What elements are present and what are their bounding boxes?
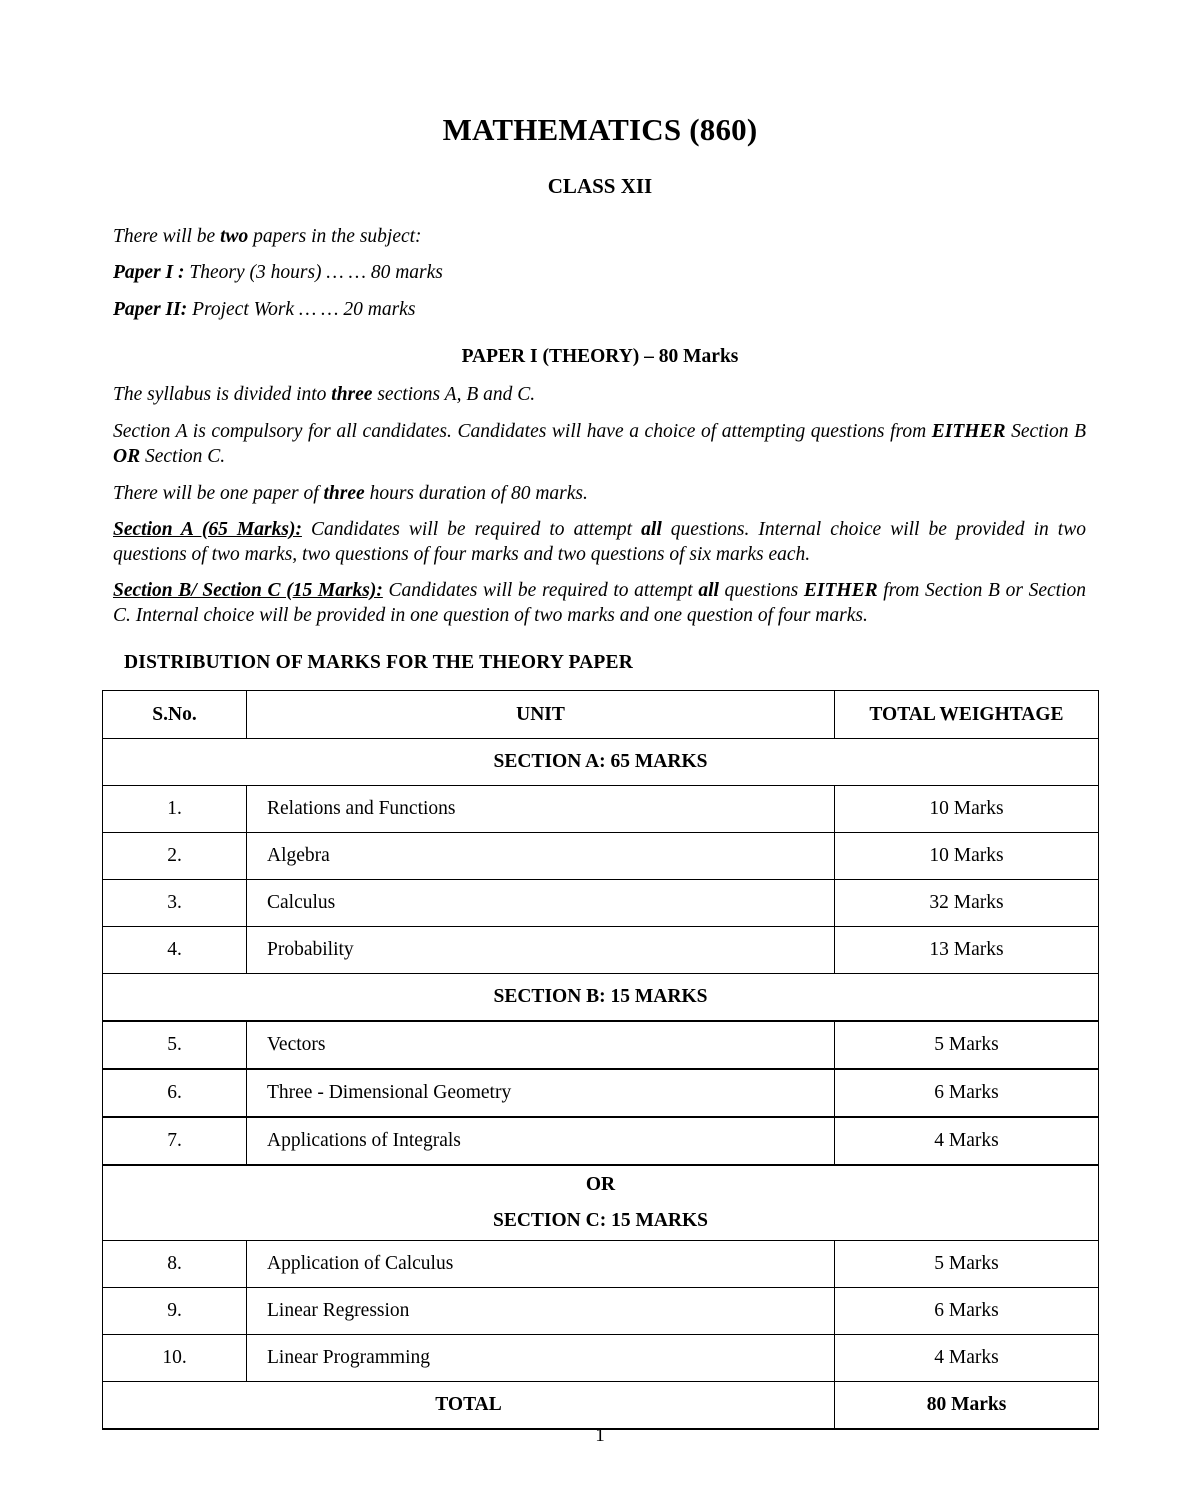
syllabus-emphasis: EITHER [931, 421, 1006, 442]
row-unit: Algebra [247, 833, 835, 880]
paper2-line [113, 297, 1086, 322]
syllabus-text-end: sections A, B and C. [372, 384, 536, 405]
row-sno: 4. [103, 927, 247, 974]
paper2-label: Paper II: [113, 299, 188, 320]
intro-text-end: papers in the subject: [248, 226, 422, 247]
marks-distribution-table [102, 690, 1099, 1430]
section-a-text-end: questions. Internal choice will be provided in two questions of two marks, two questions of four marks and two questions of six marks each. [113, 519, 1086, 565]
section-a-text: Candidates will be required to attempt [301, 519, 642, 540]
syllabus-text: Section A is compulsory for all candidates. Candidates will have a choice of attempting questions from [113, 421, 932, 442]
row-unit: Applications of Integrals [247, 1117, 835, 1165]
row-sno: 1. [103, 786, 247, 833]
total-row [103, 1382, 1099, 1430]
table-row [103, 833, 1099, 880]
section-bc-text-end: from Section B or Section C. Internal choice will be provided in one question of two marks and one question of four marks. [113, 580, 1086, 626]
table-header-row [103, 691, 1099, 739]
class-subtitle: CLASS XII [547, 174, 653, 198]
syllabus-emphasis: three [331, 384, 373, 405]
syllabus-line-1 [113, 382, 1086, 407]
syllabus-text-end: hours duration of 80 marks. [364, 483, 588, 504]
syllabus-line-3 [113, 481, 1086, 506]
section-bc-description [113, 578, 1086, 628]
table-row [103, 1335, 1099, 1382]
syllabus-text: There will be one paper of [113, 483, 324, 504]
or-label: OR [585, 1174, 616, 1195]
paper1-line [113, 260, 1086, 285]
total-label: TOTAL [103, 1382, 835, 1430]
row-weightage: 6 Marks [835, 1288, 1099, 1335]
section-a-label: Section A (65 Marks): [113, 519, 302, 540]
paper-heading: PAPER I (THEORY) – 80 Marks [461, 346, 739, 367]
header-sno: S.No. [103, 691, 247, 739]
row-sno: 9. [103, 1288, 247, 1335]
section-bc-text: Candidates will be required to attempt [382, 580, 699, 601]
syllabus-text: The syllabus is divided into [113, 384, 332, 405]
section-c-heading: SECTION C: 15 MARKS [492, 1210, 709, 1231]
row-weightage: 6 Marks [835, 1069, 1099, 1117]
row-weightage: 4 Marks [835, 1335, 1099, 1382]
section-bc-text: questions [718, 580, 804, 601]
row-sno: 5. [103, 1021, 247, 1069]
syllabus-text: Section B [1005, 421, 1086, 442]
section-bc-emphasis: EITHER [803, 580, 878, 601]
row-weightage: 10 Marks [835, 833, 1099, 880]
syllabus-emphasis: three [323, 483, 365, 504]
section-a-heading: SECTION A: 65 MARKS [103, 739, 1099, 786]
row-weightage: 13 Marks [835, 927, 1099, 974]
table-row [103, 880, 1099, 927]
syllabus-line-2 [113, 419, 1086, 469]
section-b-row [103, 974, 1099, 1022]
row-sno: 10. [103, 1335, 247, 1382]
page-title: MATHEMATICS (860) [442, 112, 758, 147]
intro-line [113, 224, 1086, 249]
row-sno: 3. [103, 880, 247, 927]
table-row [103, 1288, 1099, 1335]
header-weightage: TOTAL WEIGHTAGE [835, 691, 1099, 739]
syllabus-emphasis: OR [113, 446, 141, 467]
row-unit: Calculus [247, 880, 835, 927]
row-unit: Vectors [247, 1021, 835, 1069]
row-unit: Probability [247, 927, 835, 974]
row-unit: Linear Programming [247, 1335, 835, 1382]
row-unit: Relations and Functions [247, 786, 835, 833]
row-unit: Three - Dimensional Geometry [247, 1069, 835, 1117]
paper2-text: Project Work … … 20 marks [187, 299, 416, 320]
table-row [103, 1241, 1099, 1288]
row-weightage: 4 Marks [835, 1117, 1099, 1165]
section-b-heading: SECTION B: 15 MARKS [103, 974, 1099, 1022]
row-unit: Linear Regression [247, 1288, 835, 1335]
row-sno: 2. [103, 833, 247, 880]
table-row [103, 927, 1099, 974]
intro-text: There will be [113, 226, 221, 247]
section-a-emphasis: all [641, 519, 662, 540]
page-number: 1 [595, 1425, 605, 1446]
row-sno: 6. [103, 1069, 247, 1117]
row-weightage: 5 Marks [835, 1241, 1099, 1288]
section-a-description [113, 517, 1086, 567]
section-bc-emphasis: all [698, 580, 719, 601]
or-section-c-cell [103, 1165, 1099, 1241]
table-row [103, 786, 1099, 833]
section-c-row [103, 1165, 1099, 1241]
table-row [103, 1117, 1099, 1165]
row-weightage: 32 Marks [835, 880, 1099, 927]
header-unit: UNIT [247, 691, 835, 739]
paper1-text: Theory (3 hours) … … 80 marks [184, 262, 443, 283]
distribution-heading: DISTRIBUTION OF MARKS FOR THE THEORY PAPER [124, 652, 634, 673]
row-weightage: 5 Marks [835, 1021, 1099, 1069]
section-a-row [103, 739, 1099, 786]
row-weightage: 10 Marks [835, 786, 1099, 833]
table-row [103, 1021, 1099, 1069]
total-value: 80 Marks [835, 1382, 1099, 1430]
section-bc-label: Section B/ Section C (15 Marks): [113, 580, 383, 601]
table-row [103, 1069, 1099, 1117]
row-sno: 8. [103, 1241, 247, 1288]
syllabus-text-end: Section C. [140, 446, 226, 467]
row-sno: 7. [103, 1117, 247, 1165]
row-unit: Application of Calculus [247, 1241, 835, 1288]
paper1-label: Paper I : [113, 262, 185, 283]
intro-emphasis: two [220, 226, 249, 247]
